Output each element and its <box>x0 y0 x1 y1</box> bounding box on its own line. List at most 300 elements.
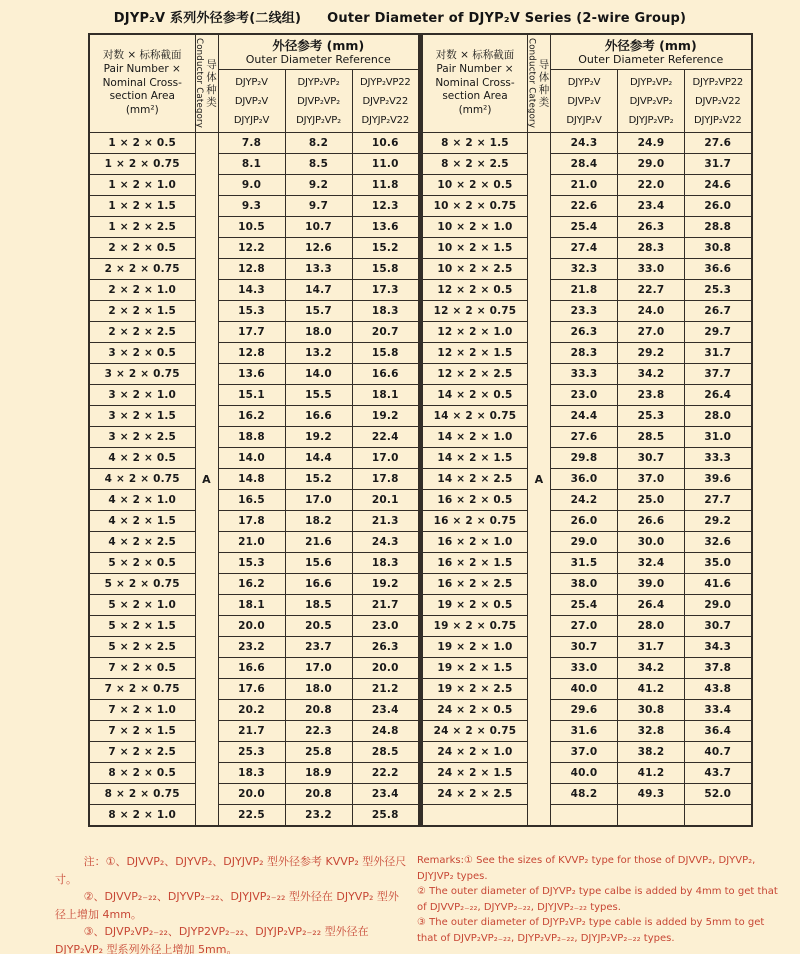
pair-spec-cell: 14 × 2 × 0.5 <box>422 385 528 406</box>
right-diameter-table <box>420 33 753 827</box>
diameter-value-cell: 10.5 <box>218 217 285 238</box>
diameter-value-cell: 9.3 <box>218 196 285 217</box>
table-row <box>89 532 419 553</box>
diameter-value-cell: 24.0 <box>618 301 685 322</box>
diameter-value-cell: 15.8 <box>352 259 419 280</box>
diameter-value-cell: 22.0 <box>618 175 685 196</box>
diameter-value-cell: 24.8 <box>352 721 419 742</box>
notes-english <box>417 853 779 946</box>
table-row <box>89 469 419 490</box>
diameter-value-cell: 9.0 <box>218 175 285 196</box>
diameter-value-cell: 25.4 <box>551 595 618 616</box>
diameter-value-cell: 37.0 <box>618 469 685 490</box>
diameter-value-cell: 21.0 <box>218 532 285 553</box>
diameter-value-cell: 18.9 <box>285 763 352 784</box>
pair-spec-cell: 16 × 2 × 0.75 <box>422 511 528 532</box>
diameter-value-cell: 41.2 <box>618 679 685 700</box>
diameter-value-cell: 31.6 <box>551 721 618 742</box>
pair-number-header <box>422 34 528 133</box>
diameter-value-cell: 9.2 <box>285 175 352 196</box>
table-row <box>422 679 752 700</box>
diameter-value-cell: 22.7 <box>618 280 685 301</box>
conductor-category-header <box>195 34 218 133</box>
diameter-value-cell: 25.4 <box>551 217 618 238</box>
table-row <box>89 343 419 364</box>
diameter-value-cell: 18.8 <box>218 427 285 448</box>
table-row <box>89 763 419 784</box>
diameter-value-cell: 14.0 <box>285 364 352 385</box>
diameter-value-cell: 25.8 <box>285 742 352 763</box>
diameter-value-cell: 24.2 <box>551 490 618 511</box>
diameter-value-cell: 28.5 <box>352 742 419 763</box>
diameter-value-cell: 33.3 <box>685 448 752 469</box>
diameter-value-cell: 33.4 <box>685 700 752 721</box>
table-row <box>422 259 752 280</box>
diameter-value-cell: 37.8 <box>685 658 752 679</box>
pair-spec-cell: 24 × 2 × 2.5 <box>422 784 528 805</box>
table-row <box>422 175 752 196</box>
note-en-2: ② The outer diameter of DJYVP₂ type calbe is added by 4mm to get that of DJVVP₂₋₂₂, DJYVP₂₋₂₂, DJYJVP₂₋₂₂ types. <box>417 886 778 913</box>
diameter-value-cell: 19.2 <box>285 427 352 448</box>
pair-number-header-line: section Area <box>109 90 175 103</box>
diameter-value-cell: 29.2 <box>685 511 752 532</box>
diameter-value-cell: 26.0 <box>551 511 618 532</box>
diameter-value-cell: 17.0 <box>285 490 352 511</box>
table-row <box>422 658 752 679</box>
diameter-value-cell: 14.3 <box>218 280 285 301</box>
diameter-value-cell: 17.8 <box>352 469 419 490</box>
pair-spec-cell: 5 × 2 × 2.5 <box>89 637 195 658</box>
diameter-value-cell: 17.8 <box>218 511 285 532</box>
pair-spec-cell: 19 × 2 × 0.5 <box>422 595 528 616</box>
diameter-value-cell: 34.3 <box>685 637 752 658</box>
conductor-category-label-zh: 导体种类 <box>205 58 217 109</box>
diameter-value-cell: 52.0 <box>685 784 752 805</box>
diameter-value-cell: 26.7 <box>685 301 752 322</box>
diameter-value-cell: 28.4 <box>551 154 618 175</box>
left-diameter-table <box>88 33 420 827</box>
notes-chinese <box>55 853 407 954</box>
diameter-value-cell: 26.6 <box>618 511 685 532</box>
diameter-value-cell: 21.0 <box>551 175 618 196</box>
diameter-value-cell: 14.0 <box>218 448 285 469</box>
pair-spec-cell: 19 × 2 × 1.5 <box>422 658 528 679</box>
pair-spec-cell: 24 × 2 × 1.5 <box>422 763 528 784</box>
table-row <box>89 637 419 658</box>
diameter-value-cell: 36.4 <box>685 721 752 742</box>
pair-spec-cell: 2 × 2 × 0.75 <box>89 259 195 280</box>
diameter-value-cell: 17.0 <box>352 448 419 469</box>
diameter-value-cell: 10.7 <box>285 217 352 238</box>
cable-type-column-header: DJYP₂V DJVP₂V DJYJP₂V <box>218 70 285 133</box>
diameter-value-cell: 32.8 <box>618 721 685 742</box>
diameter-value-cell: 26.3 <box>551 322 618 343</box>
diameter-value-cell: 26.0 <box>685 196 752 217</box>
table-row <box>89 238 419 259</box>
diameter-value-cell: 31.7 <box>685 154 752 175</box>
pair-spec-cell: 24 × 2 × 0.5 <box>422 700 528 721</box>
diameter-value-cell: 23.0 <box>352 616 419 637</box>
table-row <box>89 700 419 721</box>
pair-spec-cell: 12 × 2 × 1.0 <box>422 322 528 343</box>
pair-spec-cell: 8 × 2 × 0.5 <box>89 763 195 784</box>
diameter-value-cell: 29.6 <box>551 700 618 721</box>
diameter-value-cell: 8.1 <box>218 154 285 175</box>
diameter-value-cell: 16.6 <box>285 406 352 427</box>
diameter-value-cell: 27.6 <box>551 427 618 448</box>
diameter-value-cell: 23.4 <box>618 196 685 217</box>
diameter-value-cell: 31.0 <box>685 427 752 448</box>
conductor-category-label-en: Conductor Category <box>194 38 204 129</box>
table-row <box>89 742 419 763</box>
diameter-value-cell <box>551 805 618 827</box>
pair-spec-cell: 4 × 2 × 0.5 <box>89 448 195 469</box>
pair-spec-cell: 7 × 2 × 1.0 <box>89 700 195 721</box>
diameter-value-cell: 23.7 <box>285 637 352 658</box>
table-row <box>89 364 419 385</box>
table-row <box>89 553 419 574</box>
table-row <box>422 490 752 511</box>
table-row <box>89 133 419 154</box>
diameter-value-cell: 33.3 <box>551 364 618 385</box>
pair-spec-cell: 10 × 2 × 1.5 <box>422 238 528 259</box>
table-row <box>422 511 752 532</box>
table-row <box>422 364 752 385</box>
pair-number-header-line: Pair Number × <box>103 62 181 75</box>
diameter-value-cell: 15.2 <box>285 469 352 490</box>
diameter-value-cell: 26.3 <box>352 637 419 658</box>
diameter-value-cell: 7.8 <box>218 133 285 154</box>
diameter-value-cell: 23.2 <box>285 805 352 827</box>
diameter-value-cell: 28.0 <box>618 616 685 637</box>
pair-spec-cell: 3 × 2 × 1.0 <box>89 385 195 406</box>
diameter-value-cell: 12.8 <box>218 259 285 280</box>
diameter-value-cell: 30.8 <box>618 700 685 721</box>
outer-diameter-label-zh: 外径参考 (mm) <box>604 38 697 54</box>
diameter-value-cell: 16.6 <box>285 574 352 595</box>
diameter-value-cell: 18.2 <box>285 511 352 532</box>
pair-spec-cell: 8 × 2 × 2.5 <box>422 154 528 175</box>
diameter-value-cell: 33.0 <box>551 658 618 679</box>
diameter-value-cell: 28.0 <box>685 406 752 427</box>
diameter-value-cell: 16.2 <box>218 574 285 595</box>
table-row <box>89 490 419 511</box>
pair-spec-cell: 4 × 2 × 2.5 <box>89 532 195 553</box>
table-row <box>89 448 419 469</box>
diameter-value-cell: 20.1 <box>352 490 419 511</box>
table-row <box>89 280 419 301</box>
diameter-value-cell: 28.3 <box>551 343 618 364</box>
outer-diameter-label-zh: 外径参考 (mm) <box>272 38 365 54</box>
diameter-value-cell: 18.0 <box>285 679 352 700</box>
pair-spec-cell: 7 × 2 × 1.5 <box>89 721 195 742</box>
pair-spec-cell: 14 × 2 × 1.0 <box>422 427 528 448</box>
diameter-value-cell: 15.3 <box>218 553 285 574</box>
conductor-category-header <box>528 34 551 133</box>
pair-spec-cell: 2 × 2 × 0.5 <box>89 238 195 259</box>
diameter-value-cell: 17.7 <box>218 322 285 343</box>
diameter-value-cell: 29.2 <box>618 343 685 364</box>
diameter-value-cell: 41.6 <box>685 574 752 595</box>
diameter-value-cell: 18.3 <box>352 301 419 322</box>
table-row <box>89 679 419 700</box>
diameter-value-cell: 34.2 <box>618 364 685 385</box>
diameter-value-cell: 37.7 <box>685 364 752 385</box>
diameter-value-cell: 11.0 <box>352 154 419 175</box>
diameter-value-cell: 26.4 <box>685 385 752 406</box>
diameter-value-cell: 22.5 <box>218 805 285 827</box>
diameter-value-cell <box>618 805 685 827</box>
cable-type-column-header: DJYP₂VP22 DJVP₂V22 DJYJP₂V22 <box>352 70 419 133</box>
table-row <box>422 616 752 637</box>
diameter-value-cell: 15.6 <box>285 553 352 574</box>
diameter-value-cell: 13.6 <box>218 364 285 385</box>
diameter-value-cell: 20.5 <box>285 616 352 637</box>
diameter-value-cell: 36.6 <box>685 259 752 280</box>
diameter-value-cell: 30.8 <box>685 238 752 259</box>
diameter-value-cell: 30.7 <box>685 616 752 637</box>
diameter-value-cell: 27.0 <box>618 322 685 343</box>
pair-spec-cell: 7 × 2 × 0.5 <box>89 658 195 679</box>
diameter-value-cell: 12.6 <box>285 238 352 259</box>
diameter-value-cell: 37.0 <box>551 742 618 763</box>
table-row <box>422 238 752 259</box>
diameter-value-cell: 35.0 <box>685 553 752 574</box>
pair-spec-cell: 7 × 2 × 0.75 <box>89 679 195 700</box>
diameter-value-cell: 16.5 <box>218 490 285 511</box>
table-row <box>89 175 419 196</box>
diameter-value-cell: 29.8 <box>551 448 618 469</box>
diameter-tables <box>88 33 800 827</box>
pair-number-header-line: Nominal Cross- <box>435 76 515 89</box>
table-row <box>422 763 752 784</box>
diameter-value-cell: 13.6 <box>352 217 419 238</box>
diameter-value-cell: 25.8 <box>352 805 419 827</box>
conductor-category-label-en: Conductor Category <box>526 38 537 129</box>
diameter-value-cell: 31.5 <box>551 553 618 574</box>
diameter-value-cell: 21.7 <box>352 595 419 616</box>
diameter-value-cell: 27.6 <box>685 133 752 154</box>
diameter-value-cell: 40.0 <box>551 763 618 784</box>
diameter-value-cell: 15.7 <box>285 301 352 322</box>
table-row <box>89 574 419 595</box>
diameter-value-cell: 15.5 <box>285 385 352 406</box>
pair-spec-cell: 5 × 2 × 0.75 <box>89 574 195 595</box>
pair-number-header-line: 对数 × 标称截面 <box>103 48 182 61</box>
note-zh-2: ②、DJVVP₂₋₂₂、DJYVP₂₋₂₂、DJYJVP₂₋₂₂ 型外径在 DJYVP₂ 型外径上增加 4mm。 <box>55 890 399 921</box>
diameter-value-cell: 31.7 <box>685 343 752 364</box>
diameter-value-cell: 24.3 <box>551 133 618 154</box>
pair-spec-cell: 8 × 2 × 0.75 <box>89 784 195 805</box>
pair-spec-cell: 1 × 2 × 1.5 <box>89 196 195 217</box>
diameter-value-cell: 43.8 <box>685 679 752 700</box>
diameter-value-cell: 29.0 <box>685 595 752 616</box>
pair-spec-cell: 5 × 2 × 0.5 <box>89 553 195 574</box>
pair-spec-cell: 14 × 2 × 0.75 <box>422 406 528 427</box>
note-en-1: Remarks:① See the sizes of KVVP₂ type for those of DJVVP₂, DJYVP₂, DJYJVP₂ types. <box>417 855 756 882</box>
table-row <box>422 553 752 574</box>
pair-spec-cell: 10 × 2 × 1.0 <box>422 217 528 238</box>
diameter-value-cell: 23.0 <box>551 385 618 406</box>
table-row <box>422 448 752 469</box>
pair-spec-cell: 8 × 2 × 1.5 <box>422 133 528 154</box>
diameter-value-cell: 11.8 <box>352 175 419 196</box>
diameter-value-cell: 24.3 <box>352 532 419 553</box>
diameter-value-cell: 24.4 <box>551 406 618 427</box>
diameter-value-cell: 18.1 <box>218 595 285 616</box>
table-row <box>422 154 752 175</box>
pair-spec-cell: 1 × 2 × 2.5 <box>89 217 195 238</box>
pair-number-header-line: Nominal Cross- <box>102 76 182 89</box>
diameter-value-cell: 21.7 <box>218 721 285 742</box>
diameter-value-cell: 36.0 <box>551 469 618 490</box>
diameter-value-cell: 8.5 <box>285 154 352 175</box>
cable-type-column-header: DJYP₂VP22 DJVP₂V22 DJYJP₂V22 <box>685 70 752 133</box>
diameter-value-cell: 23.4 <box>352 784 419 805</box>
table-row <box>422 217 752 238</box>
diameter-value-cell: 17.6 <box>218 679 285 700</box>
diameter-value-cell: 18.0 <box>285 322 352 343</box>
diameter-value-cell: 27.4 <box>551 238 618 259</box>
table-row <box>89 385 419 406</box>
table-row <box>89 406 419 427</box>
diameter-value-cell: 41.2 <box>618 763 685 784</box>
diameter-value-cell: 20.0 <box>218 616 285 637</box>
pair-spec-cell: 5 × 2 × 1.5 <box>89 616 195 637</box>
pair-number-header-line: (mm²) <box>458 104 492 117</box>
table-row <box>422 385 752 406</box>
diameter-value-cell: 18.3 <box>352 553 419 574</box>
note-en-3: ③ The outer diameter of DJYP₂VP₂ type cable is added by 5mm to get that of DJVP₂VP₂₋₂₂, DJYP₂VP₂₋₂₂, DJYJP₂VP₂₋₂₂ types. <box>417 917 765 944</box>
pair-spec-cell: 4 × 2 × 1.0 <box>89 490 195 511</box>
pair-spec-cell: 2 × 2 × 2.5 <box>89 322 195 343</box>
table-row <box>89 658 419 679</box>
pair-spec-cell: 24 × 2 × 0.75 <box>422 721 528 742</box>
pair-spec-cell: 16 × 2 × 2.5 <box>422 574 528 595</box>
diameter-value-cell: 23.4 <box>352 700 419 721</box>
diameter-value-cell: 25.3 <box>218 742 285 763</box>
table-row <box>422 574 752 595</box>
pair-spec-cell: 14 × 2 × 2.5 <box>422 469 528 490</box>
table-row <box>422 532 752 553</box>
table-row <box>89 595 419 616</box>
table-row <box>89 217 419 238</box>
diameter-value-cell: 32.3 <box>551 259 618 280</box>
conductor-category-value-cell: A <box>195 133 218 827</box>
table-row <box>422 721 752 742</box>
pair-number-header-line: Pair Number × <box>436 62 514 75</box>
diameter-value-cell: 12.8 <box>218 343 285 364</box>
table-row <box>422 595 752 616</box>
pair-spec-cell <box>422 805 528 827</box>
cable-type-column-header: DJYP₂VP₂ DJVP₂VP₂ DJYJP₂VP₂ <box>618 70 685 133</box>
table-row <box>422 427 752 448</box>
diameter-value-cell: 29.0 <box>618 154 685 175</box>
table-row <box>89 616 419 637</box>
diameter-value-cell: 20.8 <box>285 784 352 805</box>
pair-spec-cell: 5 × 2 × 1.0 <box>89 595 195 616</box>
table-row <box>422 280 752 301</box>
pair-spec-cell: 12 × 2 × 1.5 <box>422 343 528 364</box>
table-row <box>89 784 419 805</box>
diameter-value-cell: 28.5 <box>618 427 685 448</box>
pair-spec-cell: 1 × 2 × 1.0 <box>89 175 195 196</box>
pair-number-header-line: section Area <box>442 90 508 103</box>
diameter-value-cell: 39.6 <box>685 469 752 490</box>
pair-spec-cell: 16 × 2 × 0.5 <box>422 490 528 511</box>
diameter-value-cell: 33.0 <box>618 259 685 280</box>
diameter-value-cell: 22.6 <box>551 196 618 217</box>
note-zh-1: 注：①、DJVVP₂、DJYVP₂、DJYJVP₂ 型外径参考 KVVP₂ 型外径尺寸。 <box>55 855 407 886</box>
pair-spec-cell: 10 × 2 × 0.5 <box>422 175 528 196</box>
diameter-value-cell: 21.8 <box>551 280 618 301</box>
table-row <box>422 322 752 343</box>
diameter-value-cell: 29.0 <box>551 532 618 553</box>
diameter-value-cell: 28.8 <box>685 217 752 238</box>
pair-spec-cell: 2 × 2 × 1.0 <box>89 280 195 301</box>
diameter-value-cell: 14.7 <box>285 280 352 301</box>
table-row <box>89 511 419 532</box>
outer-diameter-label-en: Outer Diameter Reference <box>245 52 391 66</box>
pair-spec-cell: 1 × 2 × 0.75 <box>89 154 195 175</box>
diameter-value-cell: 18.1 <box>352 385 419 406</box>
diameter-value-cell: 49.3 <box>618 784 685 805</box>
pair-spec-cell: 4 × 2 × 1.5 <box>89 511 195 532</box>
diameter-value-cell: 25.3 <box>618 406 685 427</box>
diameter-value-cell: 12.3 <box>352 196 419 217</box>
diameter-value-cell: 15.8 <box>352 343 419 364</box>
diameter-value-cell: 9.7 <box>285 196 352 217</box>
pair-spec-cell: 3 × 2 × 0.75 <box>89 364 195 385</box>
pair-spec-cell: 19 × 2 × 1.0 <box>422 637 528 658</box>
diameter-value-cell: 10.6 <box>352 133 419 154</box>
table-row <box>89 427 419 448</box>
table-row <box>89 322 419 343</box>
table-row <box>422 406 752 427</box>
diameter-value-cell: 23.2 <box>218 637 285 658</box>
diameter-value-cell: 16.6 <box>218 658 285 679</box>
pair-spec-cell: 2 × 2 × 1.5 <box>89 301 195 322</box>
table-row <box>422 637 752 658</box>
table-row <box>422 343 752 364</box>
cable-type-column-header: DJYP₂V DJVP₂V DJYJP₂V <box>551 70 618 133</box>
table-row <box>422 301 752 322</box>
diameter-value-cell: 12.2 <box>218 238 285 259</box>
table-row <box>422 196 752 217</box>
pair-number-header <box>89 34 195 133</box>
table-row <box>89 154 419 175</box>
diameter-value-cell: 25.3 <box>685 280 752 301</box>
diameter-value-cell: 18.3 <box>218 763 285 784</box>
diameter-value-cell: 22.2 <box>352 763 419 784</box>
table-row <box>422 742 752 763</box>
diameter-value-cell: 48.2 <box>551 784 618 805</box>
pair-spec-cell: 8 × 2 × 1.0 <box>89 805 195 827</box>
pair-spec-cell: 12 × 2 × 0.5 <box>422 280 528 301</box>
diameter-value-cell: 30.7 <box>551 637 618 658</box>
diameter-value-cell: 39.0 <box>618 574 685 595</box>
diameter-value-cell: 20.7 <box>352 322 419 343</box>
diameter-value-cell: 21.2 <box>352 679 419 700</box>
diameter-value-cell: 18.5 <box>285 595 352 616</box>
diameter-value-cell: 32.6 <box>685 532 752 553</box>
pair-number-header-line: 对数 × 标称截面 <box>435 48 515 61</box>
table-row <box>422 805 752 827</box>
diameter-value-cell: 30.0 <box>618 532 685 553</box>
diameter-value-cell: 21.3 <box>352 511 419 532</box>
pair-spec-cell: 10 × 2 × 2.5 <box>422 259 528 280</box>
note-zh-3: ③、DJVP₂VP₂₋₂₂、DJYP2VP₂₋₂₂、DJYJP₂VP₂₋₂₂ 型外径在 DJYP₂VP₂ 型系列外径上增加 5mm。 <box>55 925 369 954</box>
